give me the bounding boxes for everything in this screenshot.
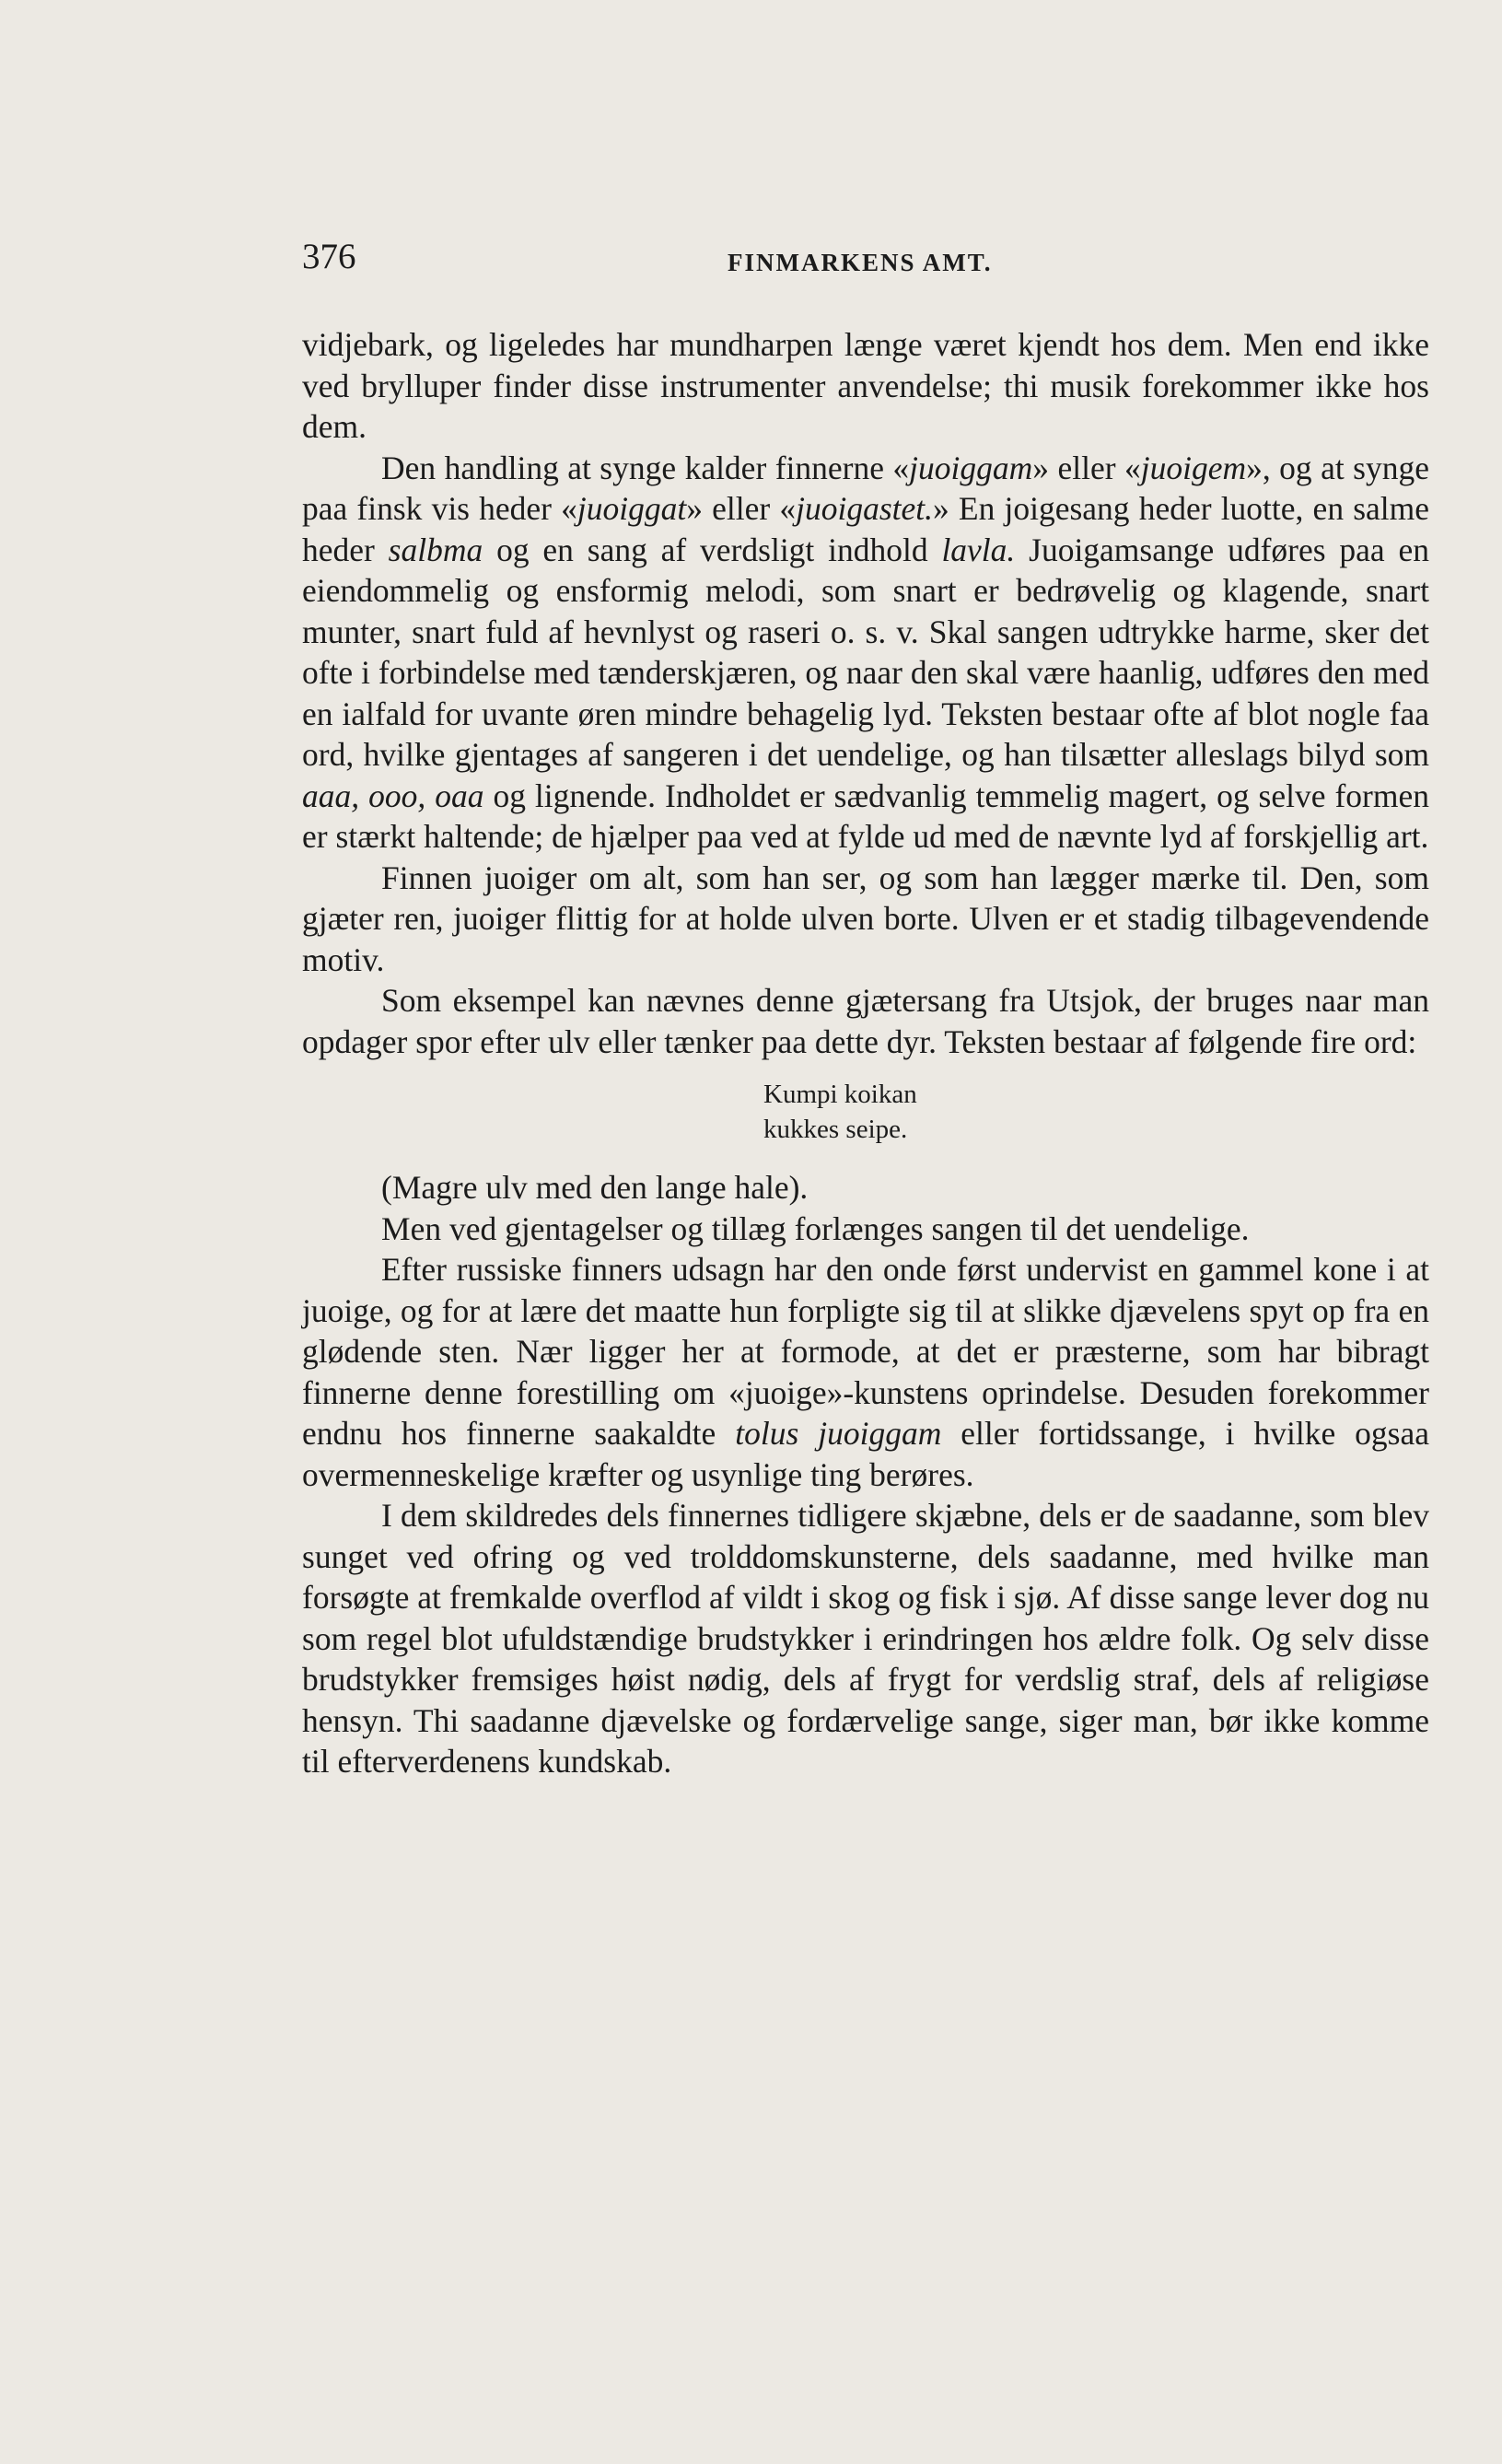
italic-term: juoigem: [1140, 449, 1247, 486]
paragraph-7: [302, 1249, 1429, 1495]
page-number: 376: [302, 237, 356, 276]
verse-quote: [763, 1077, 1429, 1147]
paragraph-8: I dem skildredes dels finnernes tidligere skjæbne, dels er de saadanne, som blev sunget ved ofring og ved trolddomskunsterne, dels saadanne, med hvilke man forsøgte at fremkalde overflod af vildt i skog og fisk i sjø. Af disse sange lever dog nu som regel blot ufuldstændige brudstykker i erindringen hos ældre folk. Og selv disse brudstykker fremsiges høist nødig, dels af frygt for verdslig straf, dels af religiøse hensyn. Thi saadanne djævelske og fordærvelige sange, siger man, bør ikke komme til efterverdenens kundskab.: [302, 1497, 1429, 1780]
paragraph-3: Finnen juoiger om alt, som han ser, og som han lægger mærke til. Den, som gjæter ren, juoiger flittig for at holde ulven borte. Ulven er et stadig tilbagevendende motiv.: [302, 858, 1429, 978]
text-run: og lignende. Indholdet er sædvanlig temmelig magert, og selve formen er stærkt haltende; de hjælper paa ved at fylde ud med de nævnte lyd af forskjellig art.: [302, 777, 1429, 855]
text-run: og en sang af verdsligt indhold: [483, 531, 942, 568]
paragraph-5: (Magre ulv med den lange hale).: [381, 1169, 809, 1206]
italic-term: tolus juoiggam: [735, 1415, 942, 1452]
body-text: [302, 324, 1429, 1782]
page-header: [302, 236, 1429, 282]
verse-line-2: kukkes seipe.: [763, 1115, 908, 1144]
text-run: », og at synge paa finsk vis heder «: [302, 449, 1429, 527]
verse-line-1: Kumpi koikan: [763, 1080, 917, 1109]
text-run: eller fortidssange, i hvilke ogsaa overmenneskelige kræfter og usynlige ting berøres.: [302, 1415, 1429, 1493]
italic-term: aaa, ooo, oaa: [302, 777, 484, 814]
text-run: Efter russiske finners udsagn har den onde først undervist en gammel kone i at juoige, og for at lære det maatte hun forpligte sig til at slikke djævelens spyt op fra en glødende sten. Nær ligger her at formode, at det er præsterne, som har bibragt finnerne denne forestilling om «juoige»-kunstens oprindelse. Desuden forekommer endnu hos finnerne saakaldte: [302, 1251, 1429, 1452]
text-run: » En joigesang heder luotte, en salme heder: [302, 490, 1430, 568]
italic-term: lavla.: [941, 531, 1016, 568]
text-run: » eller «: [1032, 449, 1141, 486]
italic-term: juoiggam: [909, 449, 1033, 486]
text-run: Juoigamsange udføres paa en eiendommelig og ensformig melodi, som snart er bedrøvelig og klagende, snart munter, snart fuld af hevnlyst og raseri o. s. v. Skal sangen udtrykke harme, sker det ofte i forbindelse med tænderskjæren, og naar den skal være haanlig, udføres den med en ialfald for uvante øren mindre behagelig lyd. Teksten bestaar ofte af blot nogle faa ord, hvilke gjentages af sangeren i det uendelige, og han tilsætter alleslags bilyd som: [302, 531, 1429, 773]
italic-term: salbma: [388, 531, 483, 568]
paragraph-2: [302, 448, 1429, 858]
text-run: » eller «: [686, 490, 797, 527]
text-run: Den handling at synge kalder finnerne «: [381, 449, 910, 486]
paragraph-6: Men ved gjentagelser og tillæg forlænges sangen til det uendelige.: [381, 1209, 1250, 1247]
running-head: FINMARKENS AMT.: [728, 249, 993, 276]
italic-term: juoiggat: [576, 490, 687, 527]
paragraph-4: Som eksempel kan nævnes denne gjætersang fra Utsjok, der bruges naar man opdager spor efter ulv eller tænker paa dette dyr. Teksten bestaar af følgende fire ord:: [302, 982, 1429, 1060]
paragraph-1: vidjebark, og ligeledes har mundharpen længe været kjendt hos dem. Men end ikke ved brylluper finder disse instrumenter anvendelse; thi musik forekommer ikke hos dem.: [302, 326, 1429, 445]
italic-term: juoigastet.: [796, 490, 934, 527]
